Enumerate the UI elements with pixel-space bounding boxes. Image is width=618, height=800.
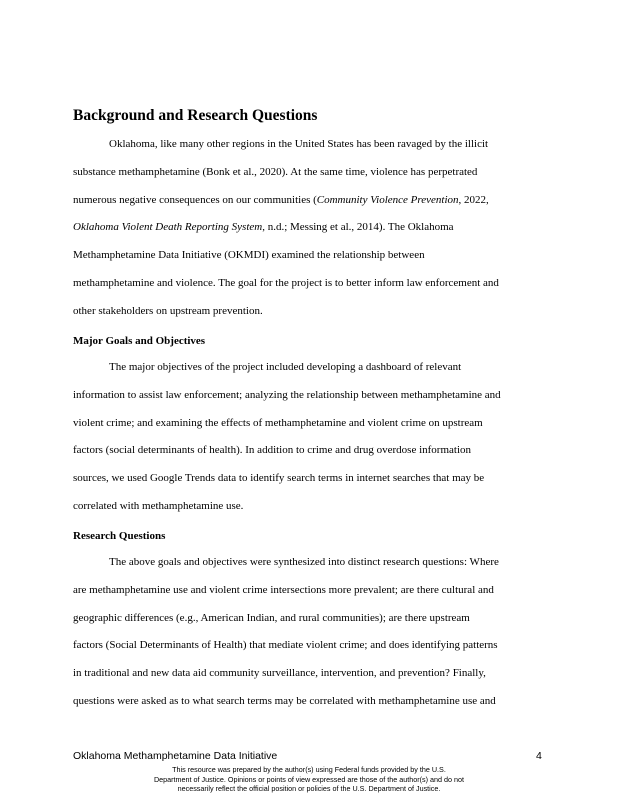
research-questions-heading: Research Questions: [73, 530, 166, 542]
paragraph-line: methamphetamine and violence. The goal for the project is to better inform law enforcement and: [73, 276, 499, 289]
citation-title: Community Violence Prevention: [316, 193, 459, 206]
paragraph-line: [73, 214, 555, 242]
research-questions-paragraph: [73, 549, 555, 716]
paragraph-line: other stakeholders on upstream prevention.: [73, 304, 263, 317]
paragraph-line: factors (Social Determinants of Health) that mediate violent crime; and does identifying patterns: [73, 639, 498, 652]
paragraph-line: substance methamphetamine (Bonk et al., 2020). At the same time, violence has perpetrated: [73, 165, 478, 178]
section-heading: Background and Research Questions: [73, 107, 318, 124]
footer-title: Oklahoma Methamphetamine Data Initiative: [73, 750, 278, 762]
paragraph-line: Oklahoma, like many other regions in the United States has been ravaged by the illicit: [109, 138, 489, 150]
goals-heading: Major Goals and Objectives: [73, 335, 206, 347]
citation-title: Oklahoma Violent Death Reporting System: [73, 221, 263, 234]
disclaimer-line: This resource was prepared by the author(s) using Federal funds provided by the U.S.: [172, 765, 446, 774]
paragraph-line: Methamphetamine Data Initiative (OKMDI) examined the relationship between: [73, 249, 425, 262]
text-run: , n.d.; Messing et al., 2014). The Oklahoma: [262, 221, 454, 234]
disclaimer-line: necessarily reflect the official position or policies of the U.S. Department of Justice.: [177, 784, 441, 794]
paragraph-line: sources, we used Google Trends data to identify search terms in internet searches that may be: [73, 472, 485, 485]
paragraph-line: information to assist law enforcement; analyzing the relationship between methamphetamine and: [73, 388, 501, 401]
disclaimer-line: Department of Justice. Opinions or points of view expressed are those of the author(s) and do not: [153, 774, 465, 784]
paragraph-line: [73, 187, 555, 215]
paragraph-line: violent crime; and examining the effects of methamphetamine and violent crime on upstream: [73, 416, 483, 429]
paragraph-line: geographic differences (e.g., American Indian, and rural communities); are there upstream: [73, 611, 470, 624]
paragraph-line: correlated with methamphetamine use.: [73, 499, 244, 512]
funding-disclaimer: [100, 765, 518, 794]
background-paragraph: [73, 131, 555, 326]
paragraph-line: The major objectives of the project included developing a dashboard of relevant: [109, 361, 462, 373]
goals-paragraph: [73, 354, 555, 521]
text-run: , 2022,: [458, 193, 489, 206]
page-number: 4: [536, 750, 542, 762]
paragraph-line: in traditional and new data aid community surveillance, intervention, and prevention? Finally,: [73, 667, 486, 680]
paragraph-line: factors (social determinants of health). In addition to crime and drug overdose information: [73, 444, 472, 457]
paragraph-line: The above goals and objectives were synthesized into distinct research questions: Where: [109, 556, 499, 568]
text-run: numerous negative consequences on our communities (: [73, 193, 317, 206]
paragraph-line: are methamphetamine use and violent crime intersections more prevalent; are there cultural and: [73, 583, 494, 596]
paragraph-line: questions were asked as to what search terms may be correlated with methamphetamine use and: [73, 694, 496, 707]
